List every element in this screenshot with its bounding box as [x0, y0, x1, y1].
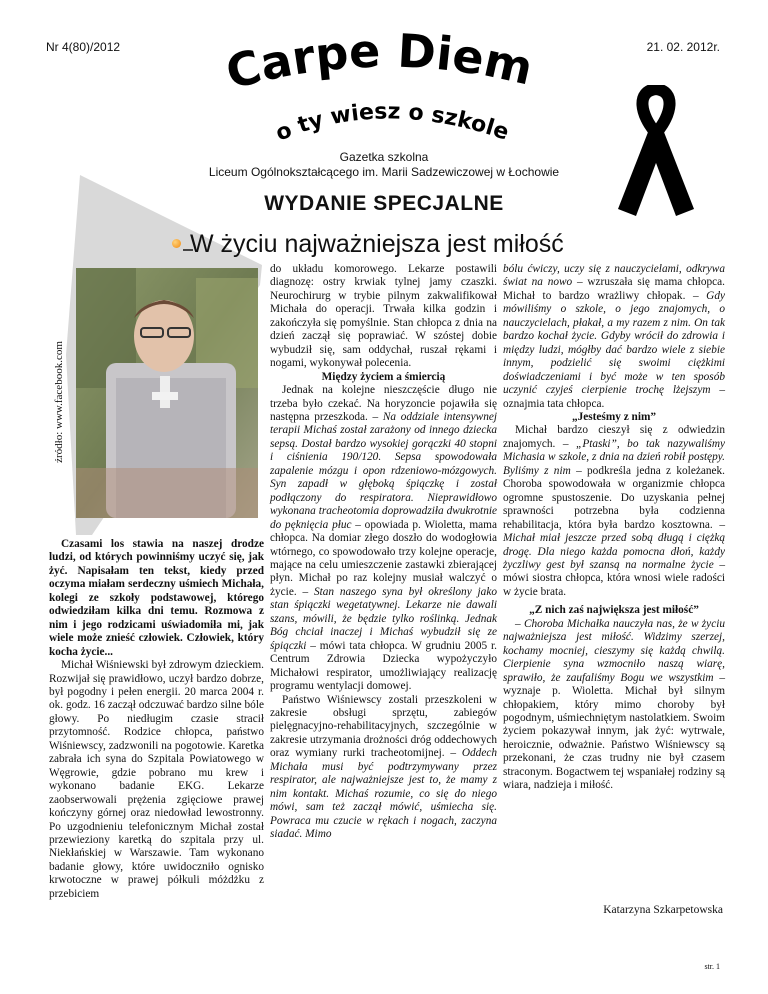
masthead-subtitle: Co ty wiesz o szkole?	[161, 29, 512, 147]
section-heading: „Jesteśmy z nim”	[571, 410, 657, 423]
page-number: str. 1	[704, 962, 720, 971]
article-lead: Czasami los stawia na naszej drodze ludzi, od których powinniśmy uczyć się, jak żyć. Napisałam ten tekst, kiedy przed oczyma miałam serdeczny uśmiech Michała, kolegi ze szkoły podstawowej, którego odwiedziłam kilka dni temu. Rozmowa z nim i jego rodzicami uświadomiła mi, jak wiele może znieść człowiek. Człowiek, który kocha życie...	[49, 538, 264, 658]
paragraph: Państwo Wiśniewscy zostali przeszkoleni w zakresie obsługi sprzętu, zabiegów pielęgnacyjno-rehabilitacyjnych, szczególnie w zakresie utrzymania drożności dróg oddechowych oraz wymiany rurki tracheotomijnej. – Oddech Michała musi być podtrzymywany przez respirator, ale najważniejsze jest to, że mamy z nim kontakt. Michaś rozumie, co się do niego mówi, sam też zaczął mówić, uśmiecha się. Powraca mu czucie w rękach i nogach, zaczyna siadać. Mimo	[270, 693, 497, 841]
paragraph: Michał Wiśniewski był zdrowym dzieckiem. Rozwijał się prawidłowo, uczył bardzo dobrze, był pogodny i pełen energii. 20 marca 2004 r. ok. godz. 16 zaczął odczuwać bardzo silne bóle głowy. Po niedługim czasie stracił przytomność. Rodzice chłopca, państwo Wiśniewscy, zadzwonili na pogotowie. Karetka zabrała ich syna do Szpitala Powiatowego w Węgrowie, gdzie pobrano mu krew i wykonano badanie EKG. Lekarze zaobserwowali prężenia zgięciowe prawej kończyny górnej oraz niedowład lewostronny. Po uzgodnieniu telefonicznym Michał został przewieziony karetką do szpitala przy ul. Niekłańskiej w Warszawie. Tam wykonano badanie głowy, które uwidoczniło ognisko krwotoczne w prawej półkuli móżdżku z przebiciem	[49, 659, 264, 900]
article-title: W życiu najważniejsza jest miłość	[190, 230, 564, 258]
article-photo	[76, 268, 258, 518]
masthead	[161, 23, 590, 158]
bullet-dot-icon	[172, 239, 181, 248]
masthead-logo	[161, 23, 590, 158]
article-column-1	[49, 538, 264, 901]
author-name: Katarzyna Szkarpetowska	[603, 904, 723, 916]
section-heading: „Z nich zaś największa jest miłość”	[529, 604, 699, 617]
masthead-title: Carpe Diem	[220, 23, 538, 100]
paragraph: Jednak na kolejne nieszczęście długo nie trzeba było czekać. Na horyzoncie pojawiła się następna przeszkoda. – Na oddziale intensywnej terapii Michaś został zarażony od innego dziecka sepsą. Dostał bardzo wysokiej gorączki 40 stopni i ciśnienia 190/120. Sepsa spowodowała zapalenie mózgu i opon rdzeniowo-mózgowych. Syn zapadł w głęboką śpiączkę i został podłączony do respiratora. Nieprawidłowo wykonana tracheotomia doprowadziła dwukrotnie do pęknięcia płuc – opowiada p. Wioletta, mama chłopca. Na domiar złego doszło do wodogłowia wtórnego, co spowodowało trzy kolejne operacje, mające na celu umieszczenie zastawki zbierającej płyn. Michał po raz kolejny musiał walczyć o życie. – Stan naszego syna był określony jako stan śpiączki wegetatywnej. Lekarze nie dawali szans, mówili, że będzie tylko roślinką. Jednak Bóg chciał inaczej i Michaś wybudził się ze śpiączki – mówi tata chłopca. W grudniu 2005 r. Centrum Zdrowia Dziecka wypożyczyło Michałowi respirator, umożliwiający realizację programu wentylacji domowej.	[270, 384, 497, 693]
section-heading: Między życiem a śmiercią	[321, 370, 446, 383]
article-column-2	[270, 263, 497, 841]
paragraph: – Choroba Michałka nauczyła nas, że w życiu najważniejsza jest miłość. Widzimy szerzej, kochamy mocniej, cieszymy się każdą chwilą. Cierpienie syna wzmocniło naszą wiarę, sprawiło, że zaufaliśmy Bogu we wszystkim – wyznaje p. Wioletta. Michał był silnym chłopakiem, który mimo choroby był pogodnym, uśmiechniętym nastolatkiem. Swoim życiem pokazywał innym, jak żyć: wytrwale, heroicznie, odważnie. Państwo Wiśniewscy są przekonani, że czas trudny nie był czasem straconym. Bogactwem tej wspaniałej rodziny są wiara, nadzieja i miłość.	[503, 617, 725, 792]
paragraph: bólu ćwiczy, uczy się z nauczycielami, odkrywa świat na nowo – wzruszała się mama chłopca. Michał to bardzo wrażliwy chłopak. – Gdy mówiliśmy o szkole, o jego znajomych, o nauczycielach, płakał, a my razem z nim. On tak bardzo kochał życie. Gdyby wrócił do zdrowia i między ludzi, mógłby dać bardzo wiele z siebie innym, podzielić się swoimi ciężkimi doświadczeniami i być może w ten sposób uczynić czyjeś cierpienie trochę lżejszym – oznajmia tata chłopca.	[503, 263, 725, 410]
special-edition-heading: WYDANIE SPECJALNE	[264, 192, 504, 215]
paragraph: Michał bardzo cieszył się z odwiedzin znajomych. – „Ptaski”, bo tak nazywaliśmy Michasia w szkole, z dnia na dzień robił postępy. Byliśmy z nim – podkreśla jedna z koleżanek. Choroba spowodowała w organizmie chłopca ogromne spustoszenie. Do uzyskania pełnej sprawności potrzebna była codzienna rehabilitacja, która była bardzo kosztowna. – Michał miał jeszcze przed sobą długą i ciężką drogę. Dla niego każda pomocna dłoń, każdy życzliwy gest był szansą na normalne życie – mówi siostra chłopca, która wnosi wiele radości w życie brata.	[503, 424, 726, 598]
photo-source-caption: źródło: www.facebook.com	[53, 341, 65, 463]
paragraph: do układu komorowego. Lekarze postawili diagnozę: ostry krwiak tylnej jamy czaszki. Neurochirurg w trybie pilnym zakwalifikował Michała do operacji. Trwała kilka godzin i zakończyła się pomyślnie. Stan chłopca z dnia na dzień zaczął się poprawiać. W szóstej dobie wybudził się, sam oddychał, ruszał rękami i nogami, wykonywał polecenia.	[270, 263, 497, 370]
gazette-label: Gazetka szkolna	[339, 150, 429, 164]
issue-date: 21. 02. 2012r.	[646, 40, 720, 54]
school-name: Liceum Ogólnokształcącego im. Marii Sadzewiczowej w Łochowie	[208, 165, 560, 179]
issue-number: Nr 4(80)/2012	[46, 40, 121, 54]
article-column-3	[503, 263, 725, 793]
